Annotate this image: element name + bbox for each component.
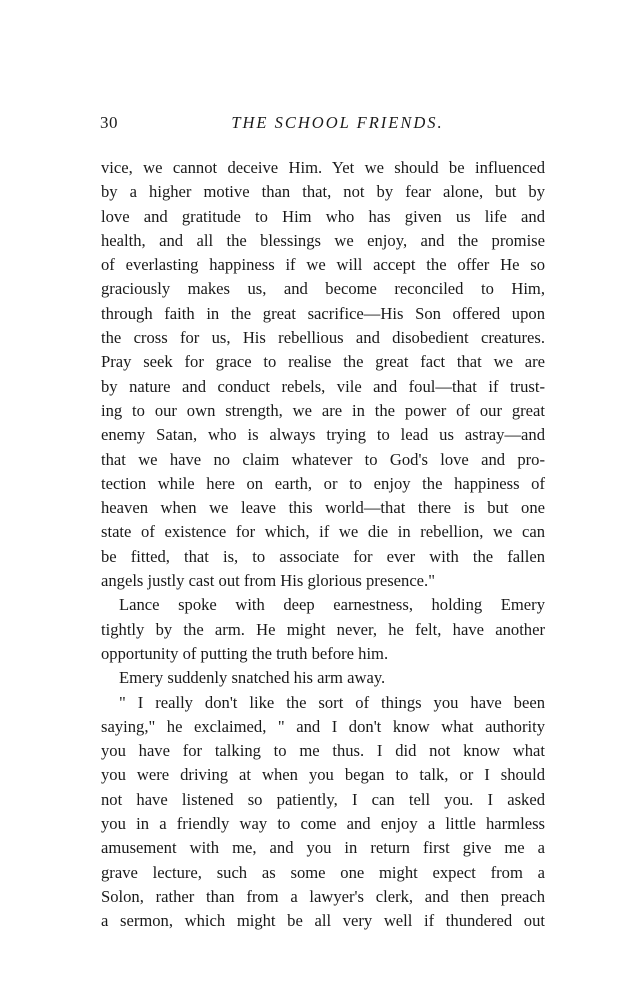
text-line: by nature and conduct rebels, vile and foul—that if trust- [101,376,545,396]
text-line: Solon, rather than from a lawyer's clerk, and then preach [101,886,545,906]
text-line: ing to our own strength, we are in the power of our great [101,400,545,420]
text-line: tection while here on earth, or to enjoy the happiness of [101,473,545,493]
page-number: 30 [100,113,118,132]
text-line: angels justly cast out from His glorious presence." [101,571,435,591]
text-line: grave lecture, such as some one might expect from a [101,862,545,882]
text-line: you in a friendly way to come and enjoy a little harmless [101,814,545,834]
text-line: graciously makes us, and become reconciled to Him, [101,279,545,299]
text-line: enemy Satan, who is always trying to lead us astray—and [101,425,545,445]
text-line: you have for talking to me thus. I did not know what [101,741,545,761]
text-line: through faith in the great sacrifice—His Son offered upon [101,303,545,323]
text-line: health, and all the blessings we enjoy, and the promise [101,230,545,250]
running-head: THE SCHOOL FRIENDS. [231,113,444,132]
body-text [101,156,545,934]
text-line: heaven when we leave this world—that there is but one [101,498,545,518]
text-line: by a higher motive than that, not by fear alone, but by [101,182,545,202]
text-line: a sermon, which might be all very well if thundered out [101,911,545,931]
text-line: not have listened so patiently, I can tell you. I asked [101,789,545,809]
text-line: saying," he exclaimed, " and I don't know what authority [101,716,545,736]
text-line: vice, we cannot deceive Him. Yet we should be influenced [101,158,545,177]
page-header [100,113,545,137]
text-line: " I really don't like the sort of things you have been [119,692,545,712]
text-line: opportunity of putting the truth before him. [101,643,389,663]
text-line: state of existence for which, if we die in rebellion, we can [101,522,545,542]
text-line: Lance spoke with deep earnestness, holding Emery [119,595,545,615]
text-line: Pray seek for grace to realise the great fact that we are [101,352,545,372]
text-line: amusement with me, and you in return first give me a [101,838,545,858]
text-line: of everlasting happiness if we will accept the offer He so [101,255,545,275]
text-line: Emery suddenly snatched his arm away. [119,668,386,688]
text-line: you were driving at when you began to talk, or I should [101,765,545,785]
text-line: that we have no claim whatever to God's love and pro- [101,449,545,469]
text-line: love and gratitude to Him who has given us life and [101,206,545,226]
text-line: be fitted, that is, to associate for ever with the fallen [101,546,545,566]
text-line: the cross for us, His rebellious and disobedient creatures. [101,328,545,348]
text-line: tightly by the arm. He might never, he felt, have another [101,619,545,639]
